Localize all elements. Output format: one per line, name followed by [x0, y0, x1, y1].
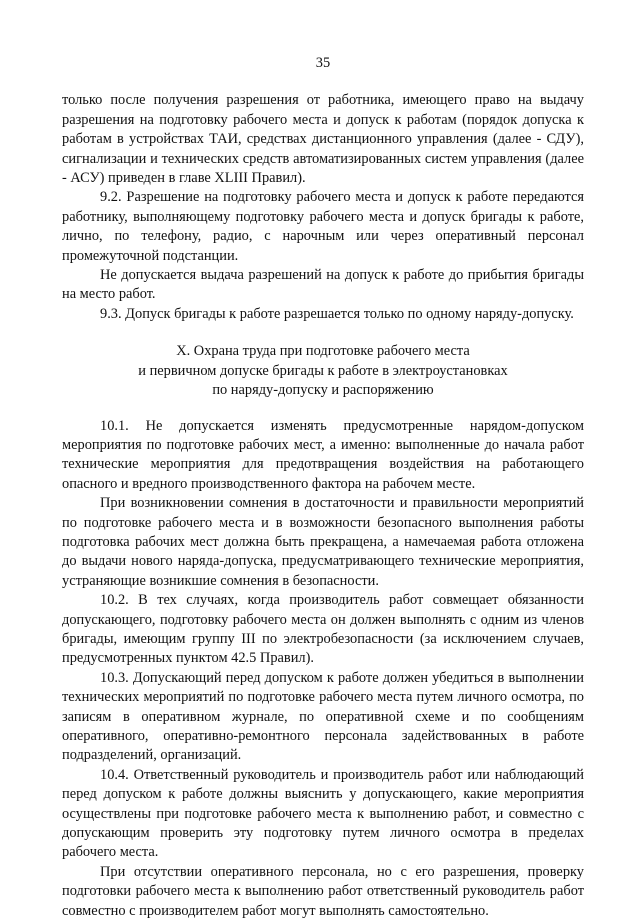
paragraph-9-3: 9.3. Допуск бригады к работе разрешается только по одному наряду-допуску. — [100, 305, 574, 322]
paragraph-10-4-absence: При отсутствии оперативного персонала, но с его разрешения, проверку подготовки рабочего места к выполнению работ ответственный руководитель работ совместно с производителем работ могут выполнять самостоятельно. — [62, 863, 584, 919]
paragraph-9-2: 9.2. Разрешение на подготовку рабочего места и допуск к работе передаются работнику, выполняющему подготовку рабочего места и допуск бригады к работе, лично, по телефону, радио, с нарочным или через оперативный персонал промежуточной подстанции. — [62, 189, 584, 264]
paragraph-continuation: только после получения разрешения от работника, имеющего право на выдачу разрешения на подготовку рабочего места и допуск к работам (порядок допуска к работам в устройствах ТАИ, средствах дистанционного управления (далее - СДУ), сигнализации и технических средств автоматизированных систем управления (далее - АСУ) приведен в главе XLIII Правил). — [62, 92, 584, 187]
section-heading — [62, 342, 584, 400]
paragraph-10-1: 10.1. Не допускается изменять предусмотренные нарядом-допуском мероприятия по подготовке рабочих мест, а именно: выполненные до начала работ технические мероприятия для предотвращения воздействия на работающего опасного и вредного производственного фактора на рабочем месте. — [62, 417, 584, 492]
section-heading-line: по наряду-допуску и распоряжению — [212, 382, 434, 399]
paragraph-10-4: 10.4. Ответственный руководитель и производитель работ или наблюдающий перед допуском к работе должны выяснить у допускающего, какие мероприятия осуществлены при подготовке рабочего места к выполнению работ, и совместно с допускающим проверить эту подготовку путем личного осмотра в пределах рабочего места. — [62, 766, 584, 861]
page-number: 35 — [315, 55, 331, 71]
section-heading-line: и первичном допуске бригады к работе в электроустановках — [138, 362, 508, 379]
paragraph-10-1-doubt: При возникновении сомнения в достаточности и правильности мероприятий по подготовке рабочего места и в возможности безопасного выполнения работы подготовка рабочих мест должна быть прекращена, а намечаемая работа отложена до выдачи нового наряда-допуска, предусматривающего технические мероприятия, устраняющие возникшие сомнения в безопасности. — [62, 495, 584, 589]
paragraph-10-3: 10.3. Допускающий перед допуском к работе должен убедиться в выполнении технических мероприятий по подготовке рабочего места путем личного осмотра, по записям в оперативном журнале, по оперативной схеме и по сообщениям оперативного, оперативно-ремонтного персонала задействованных в работе подразделений, организаций. — [62, 669, 584, 764]
paragraph-10-2: 10.2. В тех случаях, когда производитель работ совмещает обязанности допускающего, подготовку рабочего места он должен выполнять с одним из членов бригады, имеющим группу III по электробезопасности (за исключением случаев, предусмотренных пунктом 42.5 Правил). — [62, 592, 584, 667]
paragraph-9-2-note: Не допускается выдача разрешений на допуск к работе до прибытия бригады на место работ. — [62, 267, 584, 303]
section-heading-line: X. Охрана труда при подготовке рабочего места — [176, 343, 470, 360]
